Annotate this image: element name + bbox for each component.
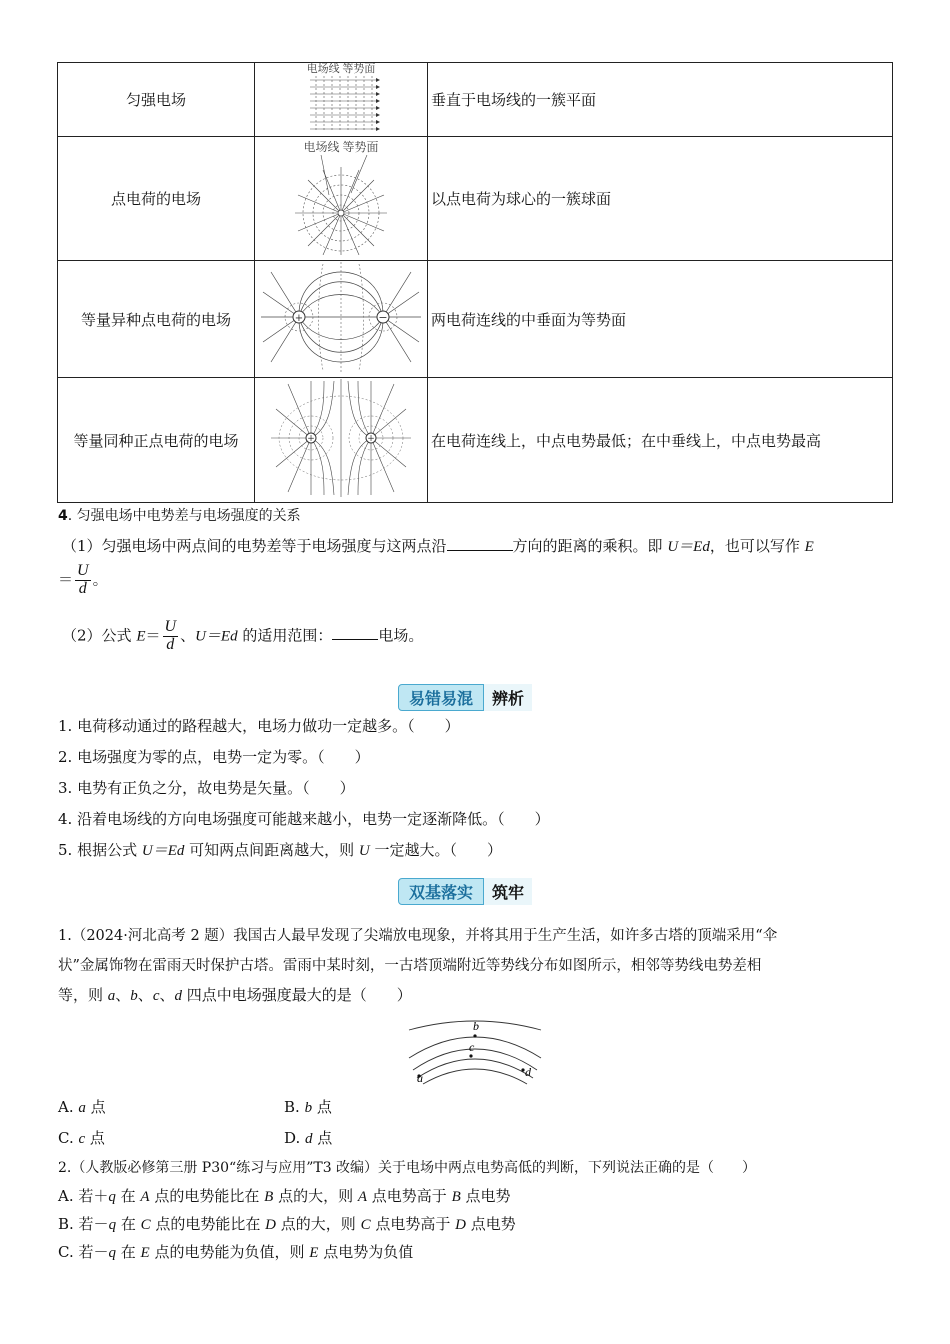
section-4-para-2: （2）公式 E＝ $\frac{U}{d}$ 、U＝Ed 的适用范围： 电场。 [62,618,424,653]
section-4-formula-1: ＝ $\frac{U}{d}$ 。 [58,562,108,597]
banner-error-analysis: 易错易混 辨析 [398,684,532,710]
fill-blank[interactable] [447,535,513,551]
equipotential-figure [405,1018,545,1088]
q2-option-c[interactable]: C. 若－q 在 E 点的电势能为负值，则 E 点电势为负值 [58,1243,414,1261]
q1-stem-line-3: 等，则 a、b、c、d 四点中电场强度最大的是（ ） [58,986,412,1004]
svg-text:c: c [469,1040,475,1054]
judge-item-4: 4. 沿着电场线的方向电场强度可能越来越小，电势一定逐渐降低。（ ） [58,810,550,828]
judge-item-2: 2. 电场强度为零的点，电势一定为零。（ ） [58,748,370,766]
table-row [58,63,893,137]
dipole-figure [255,261,428,378]
field-table [57,62,893,503]
point-charge-figure: 电场线 等势面 [255,137,428,261]
q2-stem: 2.（人教版必修第三册 P30“练习与应用”T3 改编）关于电场中两点电势高低的判断，下列说法正确的是（ ） [58,1160,757,1176]
field-desc: 以点电荷为球心的一簇球面 [428,137,893,261]
field-desc: 垂直于电场线的一簇平面 [428,63,893,137]
like-charges-diagram [266,379,416,497]
banner-basics: 双基落实 筑牢 [398,878,532,904]
dipole-diagram [257,262,425,372]
q1-stem-line-1: 1.（2024·河北高考 2 题）我国古人最早发现了尖端放电现象，并将其用于生产生活，如许多古塔的顶端采用“伞 [58,928,778,944]
table-row [58,137,893,261]
svg-text:+: + [367,434,375,444]
q2-option-b[interactable]: B. 若－q 在 C 点的电势能比在 D 点的大，则 C 点电势高于 D 点电势 [58,1215,516,1233]
judge-item-1: 1. 电荷移动通过的路程越大，电场力做功一定越多。（ ） [58,717,460,735]
uniform-field-figure: 电场线 等势面 [255,63,428,137]
q2-option-a[interactable]: A. 若＋q 在 A 点的电势能比在 B 点的大，则 A 点电势高于 B 点电势 [58,1187,511,1205]
point-charge-diagram [281,155,401,255]
table-row [58,261,893,378]
field-name: 等量同种正点电荷的电场 [58,378,255,503]
svg-text:d: d [525,1065,531,1079]
svg-text:−: − [378,311,388,324]
field-desc: 在电荷连线上，中点电势最低；在中垂线上，中点电势最高 [428,378,893,503]
svg-text:+: + [294,313,304,324]
field-name: 匀强电场 [58,63,255,137]
judge-item-3: 3. 电势有正负之分，故电势是矢量。（ ） [58,779,355,797]
q1-option-c[interactable]: C. c 点 [58,1129,105,1147]
like-charges-figure [255,378,428,503]
section-4-heading: 4. 匀强电场中电势差与电场强度的关系 [58,508,301,524]
uniform-field-diagram [296,76,386,132]
q1-option-d[interactable]: D. d 点 [284,1129,333,1147]
q1-stem-line-2: 状”金属饰物在雷雨天时保护古塔。雷雨中某时刻，一古塔顶端附近等势线分布如图所示，相邻等势线电势差相 [58,958,762,974]
svg-text:b: b [473,1019,479,1033]
svg-text:+: + [307,434,315,444]
fraction-u-over-d: $\frac{U}{d}$ [77,562,89,597]
svg-text:a: a [417,1071,423,1085]
fill-blank[interactable] [332,624,378,640]
q1-option-b[interactable]: B. b 点 [284,1098,332,1116]
field-name: 等量异种点电荷的电场 [58,261,255,378]
table-row [58,378,893,503]
judge-item-5: 5. 根据公式 U＝Ed 可知两点间距离越大，则 U 一定越大。（ ） [58,841,503,859]
q1-option-a[interactable]: A. a 点 [58,1098,106,1116]
section-4-para-1: （1）匀强电场中两点间的电势差等于电场强度与这两点沿 方向的距离的乘积。即 U＝Ed，也可以写作 E [62,537,814,555]
field-desc: 两电荷连线的中垂面为等势面 [428,261,893,378]
field-name: 点电荷的电场 [58,137,255,261]
fraction-u-over-d: $\frac{U}{d}$ [164,618,177,653]
